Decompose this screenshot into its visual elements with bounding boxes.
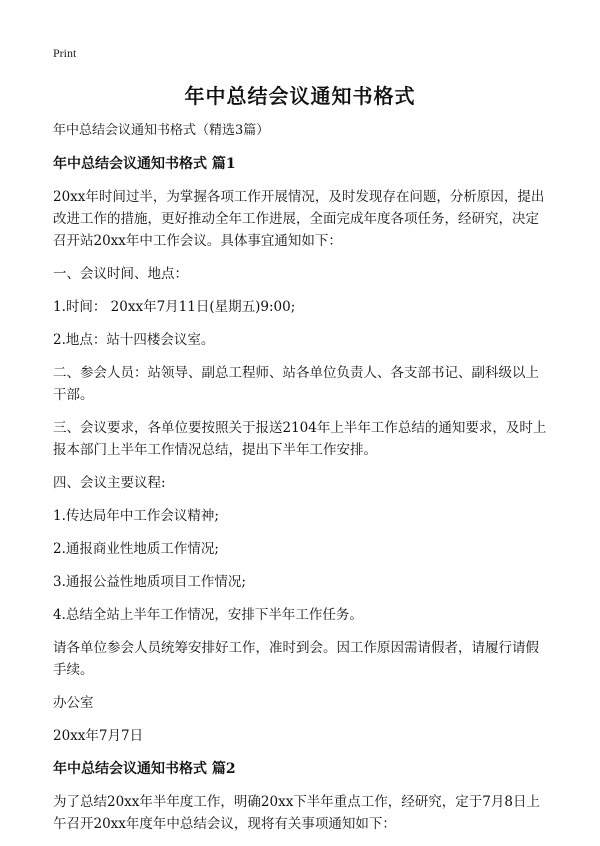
print-link[interactable]: Print (53, 46, 77, 60)
document-body (53, 120, 549, 846)
section-heading-2: 年中总结会议通知书格式 篇2 (53, 761, 236, 777)
paragraph: 2.地点：站十四楼会议室。 (53, 332, 215, 348)
section-heading-1: 年中总结会议通知书格式 篇1 (53, 156, 236, 172)
paragraph: 20xx年时间过半，为掌握各项工作开展情况，及时发现存在问题，分析原因，提出改进工作的措施，更好推动全年工作进展，全面完成年度各项任务，经研究，决定召开站20xx年中工作会议。具体事宜通知如下： (53, 189, 545, 249)
signature-office: 办公室 (53, 695, 94, 711)
signature-date: 20xx年7月7日 (53, 728, 144, 744)
document-subtitle: 年中总结会议通知书格式（精选3篇） (53, 123, 270, 138)
paragraph: 1.时间： 20xx年7月11日(星期五)9:00; (53, 299, 296, 315)
paragraph: 1.传达局年中工作会议精神; (53, 508, 219, 524)
paragraph: 三、会议要求，各单位要按照关于报送2104年上半年工作总结的通知要求，及时上报本部门上半年工作情况总结，提出下半年工作安排。 (53, 420, 547, 458)
paragraph: 4.总结全站上半年工作情况，安排下半年工作任务。 (53, 607, 363, 623)
paragraph: 四、会议主要议程: (53, 475, 166, 491)
page-title: 年中总结会议通知书格式 (184, 84, 416, 108)
paragraph: 请各单位参会人员统筹安排好工作，准时到会。因工作原因需请假者，请履行请假手续。 (53, 640, 539, 678)
paragraph: 3.通报公益性地质项目工作情况; (53, 574, 246, 590)
paragraph: 二、参会人员：站领导、副总工程师、站各单位负责人、各支部书记、副科级以上干部。 (53, 365, 539, 403)
paragraph: 一、会议时间、地点： (53, 266, 188, 282)
paragraph: 2.通报商业性地质工作情况; (53, 541, 219, 557)
paragraph: 为了总结20xx年半年度工作，明确20xx下半年重点工作，经研究，定于7月8日上午召开20xx年度年中总结会议，现将有关事项通知如下： (53, 794, 540, 832)
